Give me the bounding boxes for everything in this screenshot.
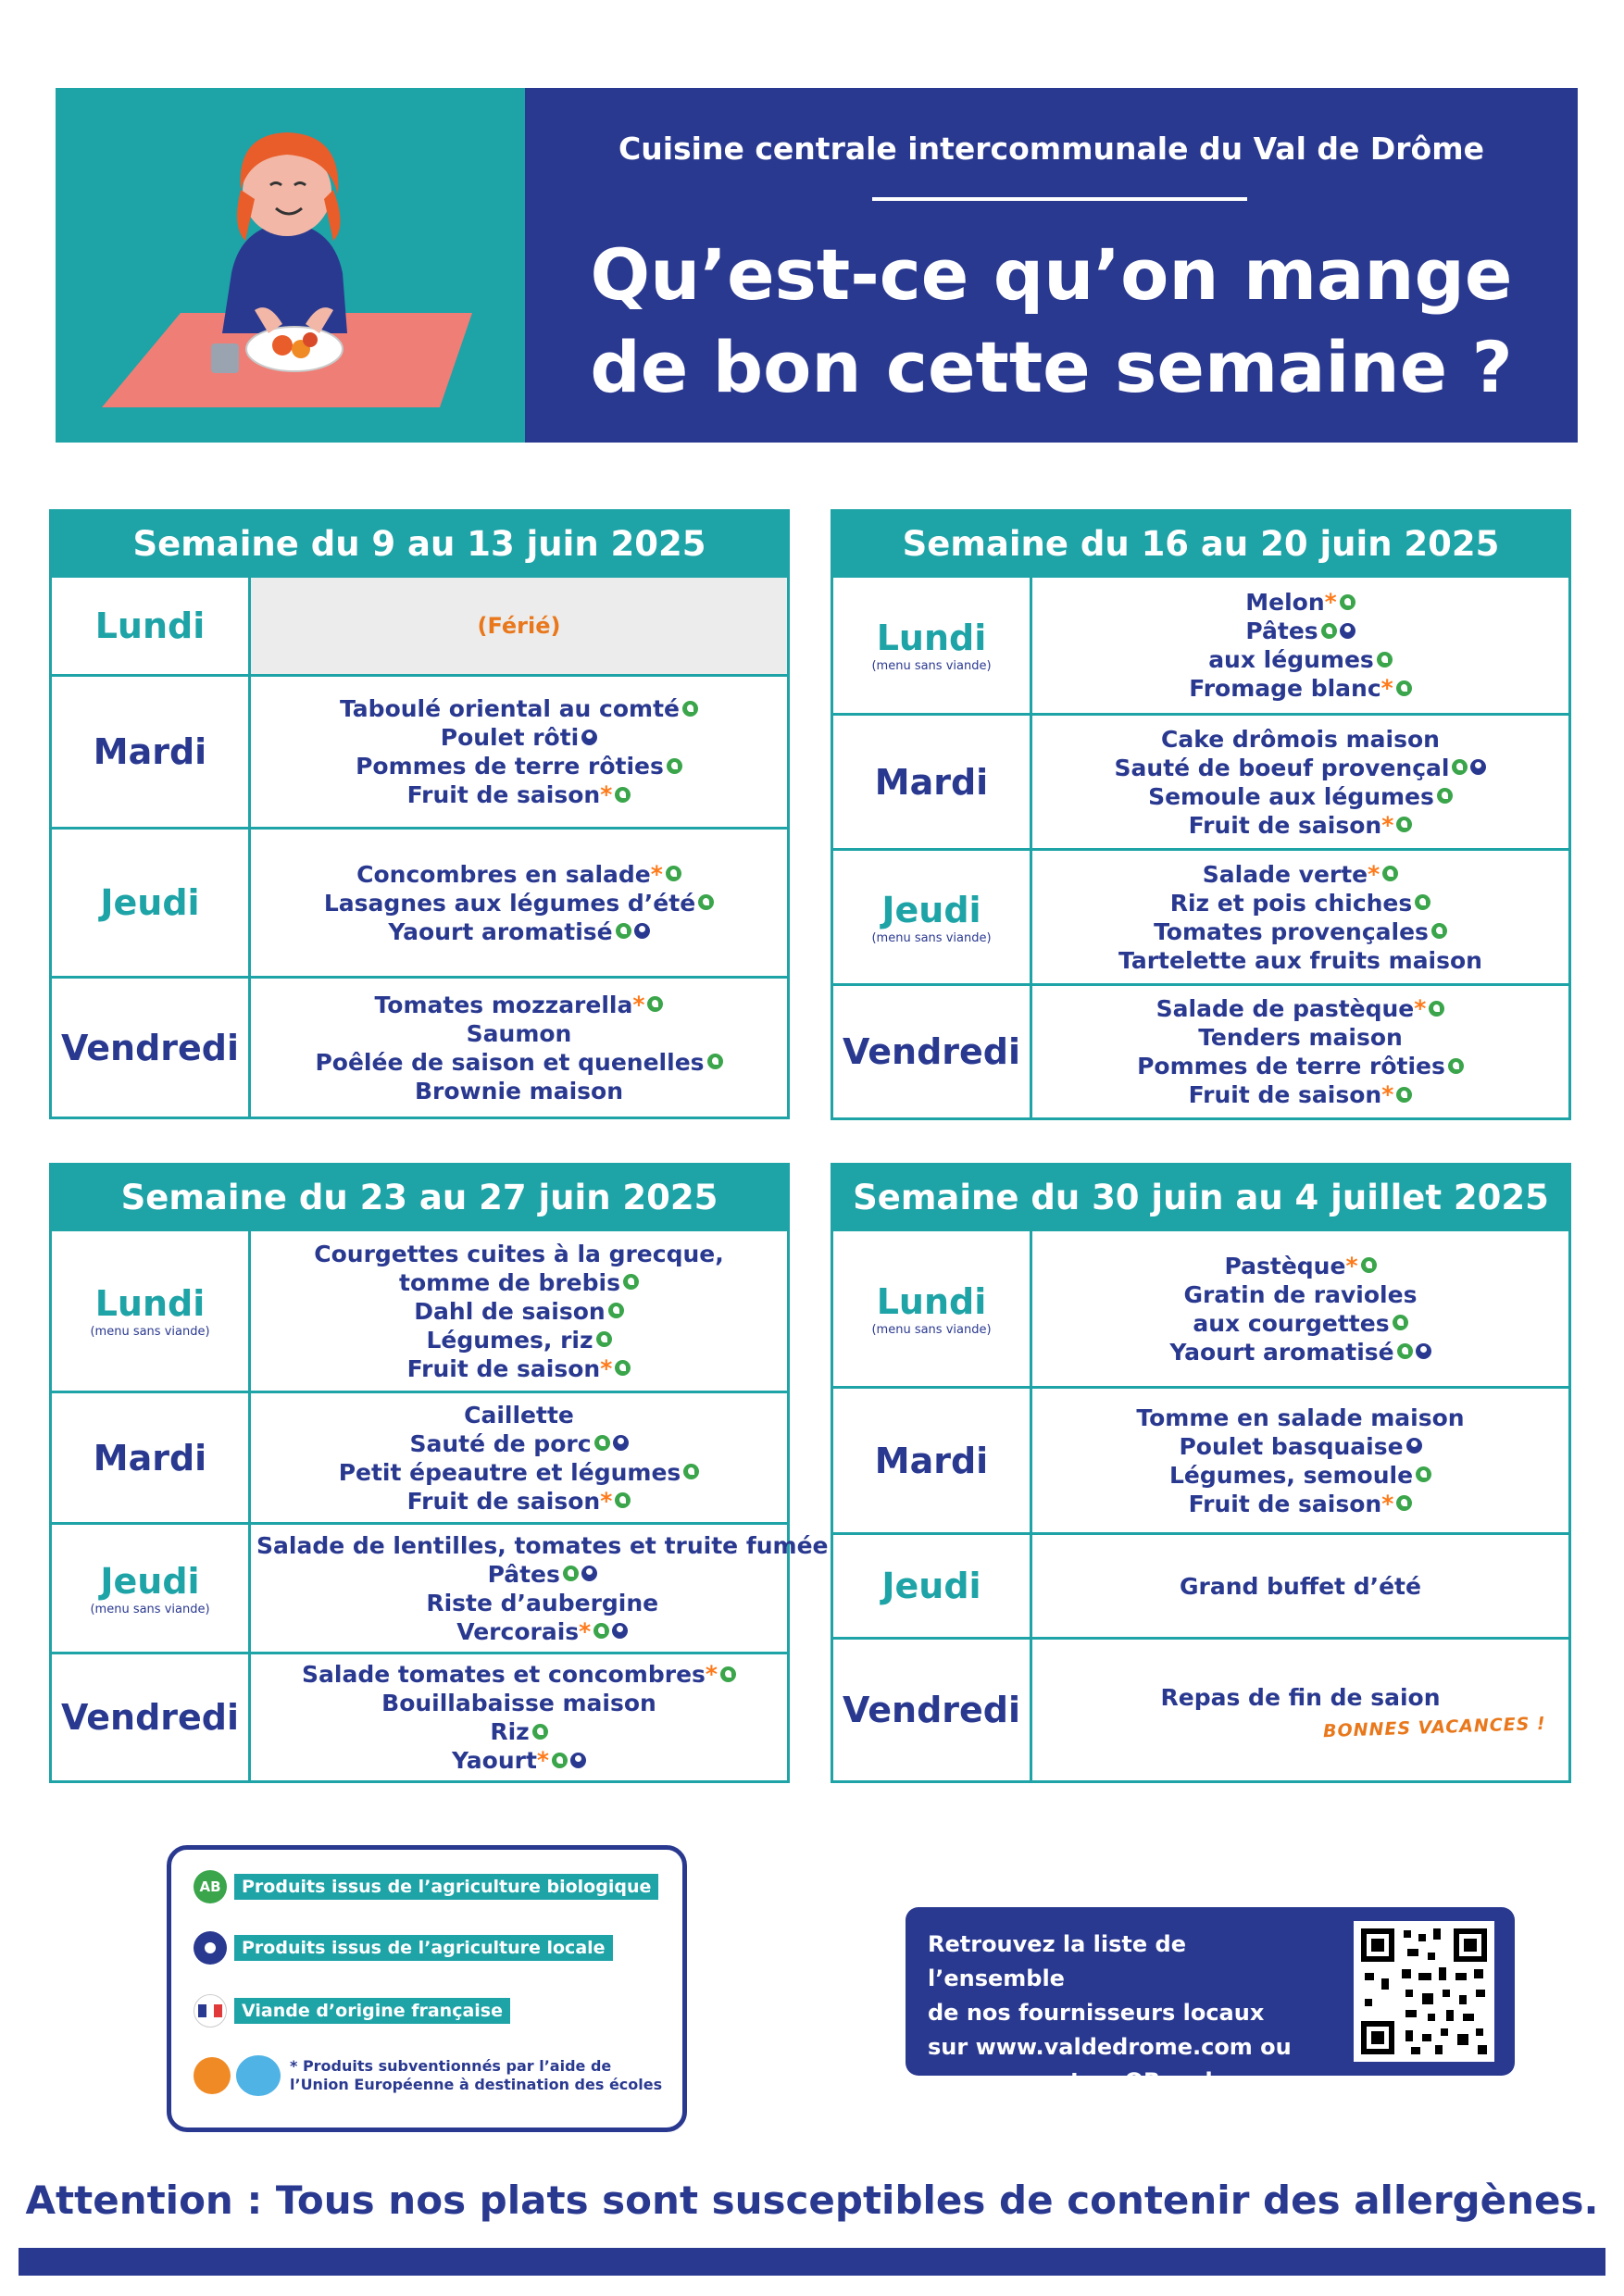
week-title: Semaine du 23 au 27 juin 2025 xyxy=(52,1166,787,1229)
eu-subsidy-star: * xyxy=(1380,675,1393,702)
dish-item xyxy=(1184,1280,1418,1309)
day-name: Vendredi xyxy=(842,1690,1021,1730)
header-subtitle: Cuisine centrale intercommunale du Val de Drôme xyxy=(618,131,1484,167)
day-name: Jeudi xyxy=(100,882,200,923)
location-pin-icon xyxy=(581,730,597,745)
dish-list xyxy=(1032,1389,1568,1532)
dish-text: Salade verte xyxy=(1202,860,1368,888)
organic-ab-icon xyxy=(616,923,631,939)
dish-item xyxy=(426,1326,611,1354)
dish-text: Fruit de saison xyxy=(1188,811,1382,839)
dish-text: Grand buffet d’été xyxy=(1180,1572,1421,1600)
dish-item xyxy=(1193,1309,1407,1338)
eu-subsidy-star: * xyxy=(1414,995,1427,1022)
dish-text: Sauté de porc xyxy=(409,1429,592,1457)
organic-ab-icon xyxy=(1382,866,1398,881)
dish-text: Fruit de saison xyxy=(1188,1081,1382,1108)
organic-ab-icon xyxy=(682,701,698,717)
dish-text: Pâtes xyxy=(487,1560,560,1588)
dish-item xyxy=(488,1560,597,1589)
suppliers-box xyxy=(906,1907,1515,2094)
day-row-vendredi xyxy=(52,1652,787,1780)
dish-item xyxy=(340,694,698,723)
eu-subsidy-star: * xyxy=(600,1487,613,1515)
dish-item xyxy=(1136,1404,1464,1432)
day-name: Lundi xyxy=(94,605,206,646)
dish-text: Fruit de saison xyxy=(406,781,601,808)
dish-item xyxy=(1156,994,1445,1023)
location-pin-icon xyxy=(612,1623,628,1639)
organic-ab-icon xyxy=(720,1666,736,1682)
day-name: Lundi xyxy=(876,618,987,658)
dish-item xyxy=(414,1297,623,1326)
dish-text: aux légumes xyxy=(1208,646,1374,673)
organic-ab-icon xyxy=(615,1360,631,1376)
dish-text: Courgettes cuites à la grecque, xyxy=(314,1240,724,1267)
dish-text: Cake drômois maison xyxy=(1161,725,1440,753)
dish-list xyxy=(251,1525,833,1652)
dish-text: Brownie maison xyxy=(414,1077,624,1104)
organic-ab-icon xyxy=(615,1492,631,1508)
organic-ab-icon xyxy=(1321,623,1337,639)
dish-text: Gratin de ravioles xyxy=(1183,1280,1418,1308)
dish-item xyxy=(1161,725,1440,754)
dish-item xyxy=(1189,811,1413,840)
dish-text: Yaourt aromatisé xyxy=(1169,1338,1394,1366)
dish-list xyxy=(251,1393,787,1522)
organic-ab-icon xyxy=(1415,894,1430,910)
dish-item xyxy=(356,752,682,780)
organic-ab-icon xyxy=(615,787,631,803)
dish-text: Légumes, semoule xyxy=(1168,1461,1414,1489)
week-title: Semaine du 9 au 13 juin 2025 xyxy=(52,512,787,575)
day-row-jeudi xyxy=(52,827,787,976)
page-title xyxy=(562,229,1541,414)
organic-ab-icon xyxy=(667,758,682,774)
organic-ab-icon xyxy=(532,1724,548,1740)
header-title-panel xyxy=(525,88,1578,443)
dish-item xyxy=(441,723,598,752)
organic-ab-icon xyxy=(1429,1001,1444,1017)
dish-item xyxy=(1170,889,1431,917)
dish-text: Saumon xyxy=(466,1019,572,1047)
dish-text: Poulet basquaise xyxy=(1179,1432,1404,1460)
eu-subsidy-star: * xyxy=(579,1617,592,1645)
dish-list xyxy=(1032,716,1568,848)
dish-list xyxy=(1032,1231,1568,1386)
dish-item xyxy=(415,1077,623,1105)
dish-text: Repas de fin de saion xyxy=(1160,1683,1441,1711)
location-pin-icon xyxy=(194,1931,227,1965)
organic-ab-icon xyxy=(1396,1087,1412,1103)
location-pin-icon xyxy=(1340,623,1355,639)
day-name: Vendredi xyxy=(842,1031,1021,1072)
dish-item xyxy=(1115,754,1487,782)
suppliers-line4: en scannant ce QR code xyxy=(928,2068,1228,2094)
dish-text: Fruit de saison xyxy=(406,1487,601,1515)
organic-ab-icon xyxy=(666,866,681,881)
dish-text: Taboulé oriental au comté xyxy=(339,695,681,722)
dish-text: Tenders maison xyxy=(1198,1024,1403,1051)
legend-eu-note xyxy=(194,2055,662,2096)
dish-item xyxy=(467,1019,572,1048)
organic-ab-icon: AB xyxy=(194,1870,227,1903)
day-name: Vendredi xyxy=(60,1027,240,1068)
day-row-lundi xyxy=(52,575,787,674)
dish-text: Fruit de saison xyxy=(1188,1490,1382,1517)
dish-text: Fruit de saison xyxy=(406,1354,601,1382)
week-table-4 xyxy=(831,1163,1571,1783)
dish-item xyxy=(1198,1023,1403,1052)
dish-text: Yaourt xyxy=(451,1747,537,1774)
day-name: Mardi xyxy=(874,1440,989,1481)
dish-item xyxy=(490,1717,547,1746)
organic-ab-icon xyxy=(1437,788,1453,804)
dish-list xyxy=(1032,1640,1568,1780)
legend-label-bio: Produits issus de l’agriculture biologique xyxy=(234,1874,658,1900)
child-eating-illustration xyxy=(56,88,525,443)
day-row-mardi xyxy=(833,1386,1568,1532)
dish-text: Melon xyxy=(1245,589,1325,616)
french-meat-icon xyxy=(194,1994,227,2028)
dish-item xyxy=(1169,1338,1430,1366)
eu-subsidy-star: * xyxy=(1345,1252,1358,1279)
organic-ab-icon xyxy=(1448,1058,1464,1074)
week-table-1 xyxy=(49,509,790,1119)
suppliers-line2: de nos fournisseurs locaux xyxy=(928,2000,1265,2026)
organic-ab-icon xyxy=(552,1753,568,1768)
day-note: (menu sans viande) xyxy=(90,1602,210,1616)
dish-list xyxy=(251,830,787,976)
day-name: Mardi xyxy=(93,1437,207,1479)
dish-item xyxy=(356,860,681,889)
dish-item xyxy=(1180,1572,1421,1601)
dish-list xyxy=(251,1654,787,1780)
eu-note-line2: l’Union Européenne à destination des écoles xyxy=(290,2076,663,2093)
organic-ab-icon xyxy=(596,1331,612,1347)
legend-item-bio xyxy=(194,1870,658,1903)
dish-item xyxy=(1154,917,1447,946)
fruit-logo-icon xyxy=(194,2057,231,2094)
organic-ab-icon xyxy=(683,1464,699,1479)
eu-subsidy-star: * xyxy=(705,1661,718,1688)
header-banner xyxy=(56,88,1578,443)
day-row-lundi xyxy=(52,1229,787,1391)
suppliers-line3: sur www.valdedrome.com ou xyxy=(928,2034,1292,2060)
dish-text: Pommes de terre rôties xyxy=(1137,1053,1445,1079)
dish-item xyxy=(302,1660,736,1689)
dish-text: Légumes, riz xyxy=(426,1326,593,1354)
dish-list xyxy=(251,979,787,1117)
location-pin-icon xyxy=(1416,1343,1431,1359)
dish-text: Tomates mozzarella xyxy=(374,991,633,1018)
eu-subsidy-star: * xyxy=(1381,811,1394,839)
dish-list xyxy=(251,1231,787,1391)
organic-ab-icon xyxy=(1377,652,1393,668)
dish-text: tomme de brebis xyxy=(399,1268,620,1296)
eu-subsidy-star: * xyxy=(650,860,663,888)
eu-subsidy-star: * xyxy=(1324,589,1337,616)
location-pin-icon xyxy=(570,1753,586,1768)
day-row-lundi xyxy=(833,575,1568,713)
organic-ab-icon xyxy=(623,1274,639,1290)
dish-list xyxy=(1032,851,1568,983)
dish-item xyxy=(1203,860,1398,889)
day-name: Jeudi xyxy=(100,1560,200,1602)
eu-subsidy-star: * xyxy=(1381,1081,1394,1108)
week-title: Semaine du 16 au 20 juin 2025 xyxy=(833,512,1568,575)
legend-label-local: Produits issus de l’agriculture locale xyxy=(234,1935,613,1961)
dish-item xyxy=(409,1429,628,1458)
dish-text: Fromage blanc xyxy=(1189,675,1381,702)
organic-ab-icon xyxy=(608,1303,624,1318)
dish-item xyxy=(1169,1461,1431,1490)
page-title-line1: Qu’est-ce qu’on mange xyxy=(590,233,1513,316)
dish-item xyxy=(1245,617,1355,645)
organic-ab-icon xyxy=(698,894,714,910)
dish-text: Sauté de boeuf provençal xyxy=(1114,754,1450,781)
qr-code[interactable] xyxy=(1354,1921,1494,2062)
day-name: Lundi xyxy=(94,1283,206,1324)
organic-ab-icon xyxy=(593,1623,609,1639)
eu-subsidy-star: * xyxy=(600,1354,613,1382)
dish-item xyxy=(339,1458,700,1487)
dish-item xyxy=(1245,588,1355,617)
location-pin-icon xyxy=(634,923,650,939)
dish-item xyxy=(407,780,631,809)
day-name: Mardi xyxy=(93,731,207,772)
dish-text: Riz xyxy=(490,1718,530,1745)
organic-ab-icon xyxy=(594,1435,610,1451)
dish-list xyxy=(1032,986,1568,1117)
location-pin-icon xyxy=(613,1435,629,1451)
day-name: Mardi xyxy=(874,761,989,803)
dish-item xyxy=(1148,782,1453,811)
organic-ab-icon xyxy=(1396,817,1412,832)
dish-text: Yaourt aromatisé xyxy=(388,917,613,945)
organic-ab-icon xyxy=(1396,680,1412,696)
dish-item xyxy=(399,1268,639,1297)
week-table-3 xyxy=(49,1163,829,1783)
dish-text: Tomates provençales xyxy=(1154,917,1429,945)
dish-item xyxy=(388,917,649,946)
bonnes-vacances-note: BONNES VACANCES ! xyxy=(1323,1713,1547,1741)
dish-item xyxy=(1137,1052,1464,1080)
dish-text: Riz et pois chiches xyxy=(1169,889,1413,917)
day-row-lundi xyxy=(833,1229,1568,1386)
eu-subsidy-star: * xyxy=(536,1747,549,1774)
dish-text: Poêlée de saison et quenelles xyxy=(315,1048,705,1076)
dish-item xyxy=(452,1746,586,1775)
dish-text: Salade de pastèque xyxy=(1156,995,1415,1022)
day-name: Vendredi xyxy=(60,1697,240,1738)
organic-ab-icon xyxy=(707,1054,723,1069)
organic-ab-icon xyxy=(563,1566,579,1581)
organic-ab-icon xyxy=(1431,923,1447,939)
dish-list xyxy=(251,677,787,827)
organic-ab-icon xyxy=(1452,759,1468,775)
header-divider xyxy=(872,197,1247,201)
dish-text: Pâtes xyxy=(1245,618,1318,644)
dish-text: Concombres en salade xyxy=(356,860,651,888)
organic-ab-icon xyxy=(647,996,663,1012)
legend-item-local xyxy=(194,1931,613,1965)
dish-text: Pommes de terre rôties xyxy=(356,753,664,780)
day-note: (menu sans viande) xyxy=(90,1325,210,1339)
day-note: (menu sans viande) xyxy=(871,1322,992,1337)
day-name: Jeudi xyxy=(881,1566,981,1606)
dish-item xyxy=(1118,946,1482,975)
dish-item xyxy=(315,1048,722,1077)
dish-text: Salade tomates et concombres xyxy=(302,1661,706,1688)
eu-subsidy-star: * xyxy=(600,781,613,808)
day-name: Jeudi xyxy=(881,889,981,930)
legend-label-viande: Viande d’origine française xyxy=(234,1998,510,2024)
dish-list xyxy=(1032,578,1568,713)
location-pin-icon xyxy=(1406,1438,1422,1454)
dish-item xyxy=(456,1617,628,1646)
holiday-label: (Férié) xyxy=(477,613,561,639)
week-table-2 xyxy=(831,509,1571,1120)
day-row-vendredi xyxy=(833,1637,1568,1780)
organic-ab-icon xyxy=(1361,1257,1377,1273)
dish-text: Vercorais xyxy=(456,1617,580,1645)
dish-item xyxy=(314,1240,723,1268)
organic-ab-icon xyxy=(1340,594,1355,610)
organic-ab-icon xyxy=(1397,1343,1413,1359)
dish-item xyxy=(1189,1490,1413,1518)
dish-item xyxy=(1179,1432,1421,1461)
location-pin-icon xyxy=(581,1566,597,1581)
dish-item xyxy=(324,889,714,917)
dish-text: Riste d’aubergine xyxy=(426,1589,659,1616)
suppliers-line1: Retrouvez la liste de l’ensemble xyxy=(928,1931,1186,1991)
dish-text: Semoule aux légumes xyxy=(1148,782,1434,810)
dish-item xyxy=(256,1531,828,1560)
day-row-jeudi xyxy=(833,1532,1568,1637)
organic-ab-icon xyxy=(1393,1315,1408,1330)
allergen-warning: Attention : Tous nos plats sont susceptibles de contenir des allergènes. xyxy=(25,2177,1599,2223)
eu-subsidy-star: * xyxy=(632,991,645,1018)
dish-item xyxy=(1189,674,1412,703)
page-title-line2: de bon cette semaine ? xyxy=(590,326,1513,408)
day-note: (menu sans viande) xyxy=(871,930,992,945)
day-row-mardi xyxy=(833,713,1568,848)
dish-text: Lasagnes aux légumes d’été xyxy=(323,889,696,917)
dish-text: Dahl de saison xyxy=(414,1297,606,1325)
dish-item xyxy=(407,1487,631,1516)
day-row-mardi xyxy=(52,1391,787,1522)
day-row-mardi xyxy=(52,674,787,827)
dish-text: Tomme en salade maison xyxy=(1136,1404,1465,1431)
organic-ab-icon xyxy=(1396,1495,1412,1511)
day-row-vendredi xyxy=(833,983,1568,1117)
dish-item xyxy=(1189,1080,1413,1109)
week-title: Semaine du 30 juin au 4 juillet 2025 xyxy=(833,1166,1568,1229)
dish-text: Bouillabaisse maison xyxy=(381,1690,656,1716)
eu-subsidy-star: * xyxy=(1381,1490,1394,1517)
day-name: Lundi xyxy=(876,1280,987,1322)
day-row-jeudi xyxy=(52,1522,829,1652)
dish-item xyxy=(1224,1252,1376,1280)
dish-text: Tartelette aux fruits maison xyxy=(1118,946,1482,974)
dish-text: Pastèque xyxy=(1224,1252,1346,1279)
footer-bar xyxy=(19,2248,1605,2276)
dish-text: aux courgettes xyxy=(1193,1309,1390,1337)
dish-text: Petit épeautre et légumes xyxy=(338,1458,681,1486)
organic-ab-icon xyxy=(1416,1466,1431,1482)
dish-item xyxy=(1161,1683,1441,1712)
milk-logo-icon xyxy=(236,2055,281,2096)
dish-item xyxy=(407,1354,631,1383)
dish-list xyxy=(1032,1535,1568,1637)
dish-item xyxy=(375,991,664,1019)
dish-text: Salade de lentilles, tomates et truite fumée xyxy=(256,1531,829,1559)
dish-text: Poulet rôti xyxy=(440,724,580,751)
dish-item xyxy=(426,1589,658,1617)
legend-box xyxy=(167,1845,687,2132)
day-row-vendredi xyxy=(52,976,787,1117)
location-pin-icon xyxy=(1470,759,1486,775)
dish-item xyxy=(464,1401,574,1429)
dish-item xyxy=(381,1689,656,1717)
day-row-jeudi xyxy=(833,848,1568,983)
eu-note-line1: * Produits subventionnés par l’aide de xyxy=(290,2057,612,2075)
day-note: (menu sans viande) xyxy=(871,659,992,673)
dish-item xyxy=(1208,645,1393,674)
legend-item-viande xyxy=(194,1994,510,2028)
dish-text: Caillette xyxy=(464,1401,574,1429)
eu-subsidy-star: * xyxy=(1368,860,1380,888)
